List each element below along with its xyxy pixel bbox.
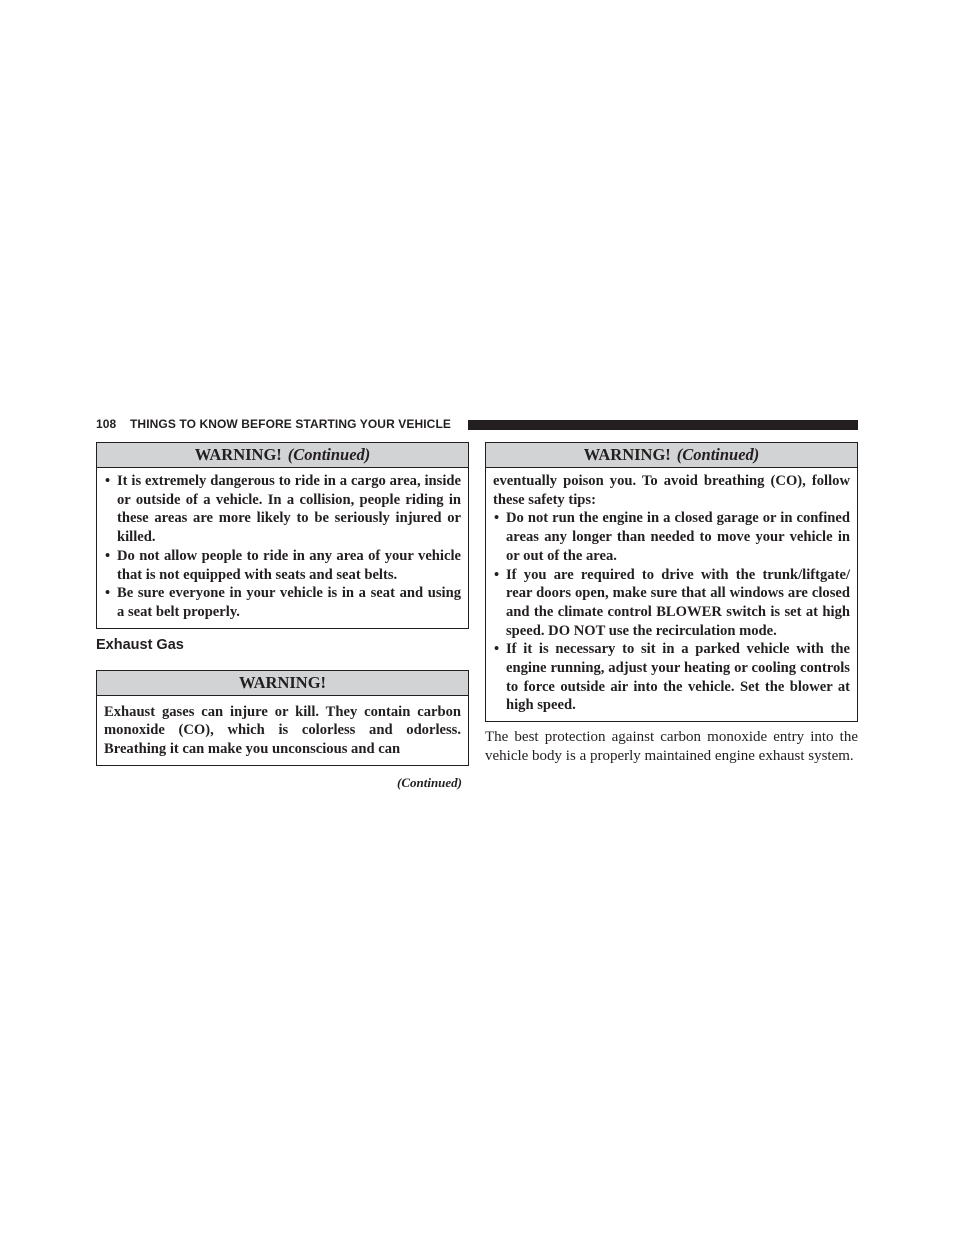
warning-box-exhaust: [96, 670, 469, 766]
warning-title: WARNING!: [238, 672, 327, 692]
warning-header: [97, 671, 468, 696]
warning-bullet: • Do not run the engine in a closed garage or in confined areas any longer than needed to move your vehicle in or out of the area.: [494, 510, 850, 564]
warning-body: [486, 468, 857, 721]
bullet-icon: •: [494, 641, 500, 658]
warning-header: [97, 443, 468, 468]
warning-body: [97, 468, 468, 628]
warning-bullet: • If it is necessary to sit in a parked vehicle with the engine running, adjust your heating or cooling controls to force outside air into the vehicle. Set the blower at high speed.: [494, 641, 850, 714]
body-paragraph: The best protection against carbon monoxide entry into the vehicle body is a properly maintained engine exhaust system.: [485, 729, 858, 764]
section-heading-exhaust-gas: Exhaust Gas: [96, 636, 184, 653]
warning-continued-label: (Continued): [676, 445, 760, 464]
bullet-icon: •: [105, 547, 111, 564]
warning-box-continued: [96, 442, 469, 629]
warning-bullet: • It is extremely dangerous to ride in a cargo area, inside or outside of a vehicle. In a collision, people riding in these areas are more likely to be seriously injured or killed.: [105, 473, 461, 546]
warning-continued-label: (Continued): [287, 445, 371, 464]
warning-bullet: • Do not allow people to ride in any area of your vehicle that is not equipped with seats and seat belts.: [105, 547, 461, 583]
page-header: [96, 416, 858, 434]
bullet-icon: •: [494, 510, 500, 527]
warning-box-continued: [485, 442, 858, 722]
warning-title: WARNING!: [583, 445, 671, 464]
warning-bullet: • If you are required to drive with the trunk/liftgate/ rear doors open, make sure that all windows are closed and the climate control BLOWER switch is set at high speed. DO NOT use the recirculation mode.: [494, 566, 850, 639]
page-number: 108: [96, 417, 117, 431]
bullet-icon: •: [105, 585, 111, 602]
warning-title: WARNING!: [194, 445, 282, 464]
left-column: [96, 442, 469, 791]
bullet-icon: •: [494, 566, 500, 583]
header-bar: [468, 420, 858, 430]
warning-header: [486, 443, 857, 468]
warning-bullet: • Be sure everyone in your vehicle is in a seat and using a seat belt properly.: [105, 585, 461, 620]
warning-body: [97, 696, 468, 765]
continued-note: (Continued): [396, 774, 462, 790]
right-column: [485, 442, 858, 766]
warning-text: Exhaust gases can injure or kill. They contain carbon monoxide (CO), which is colorless and odorless. Breathing it can make you unconscious and can: [104, 703, 461, 758]
warning-intro: eventually poison you. To avoid breathing (CO), follow these safety tips:: [493, 473, 850, 508]
bullet-icon: •: [105, 473, 111, 489]
section-title: THINGS TO KNOW BEFORE STARTING YOUR VEHICLE: [130, 417, 451, 431]
